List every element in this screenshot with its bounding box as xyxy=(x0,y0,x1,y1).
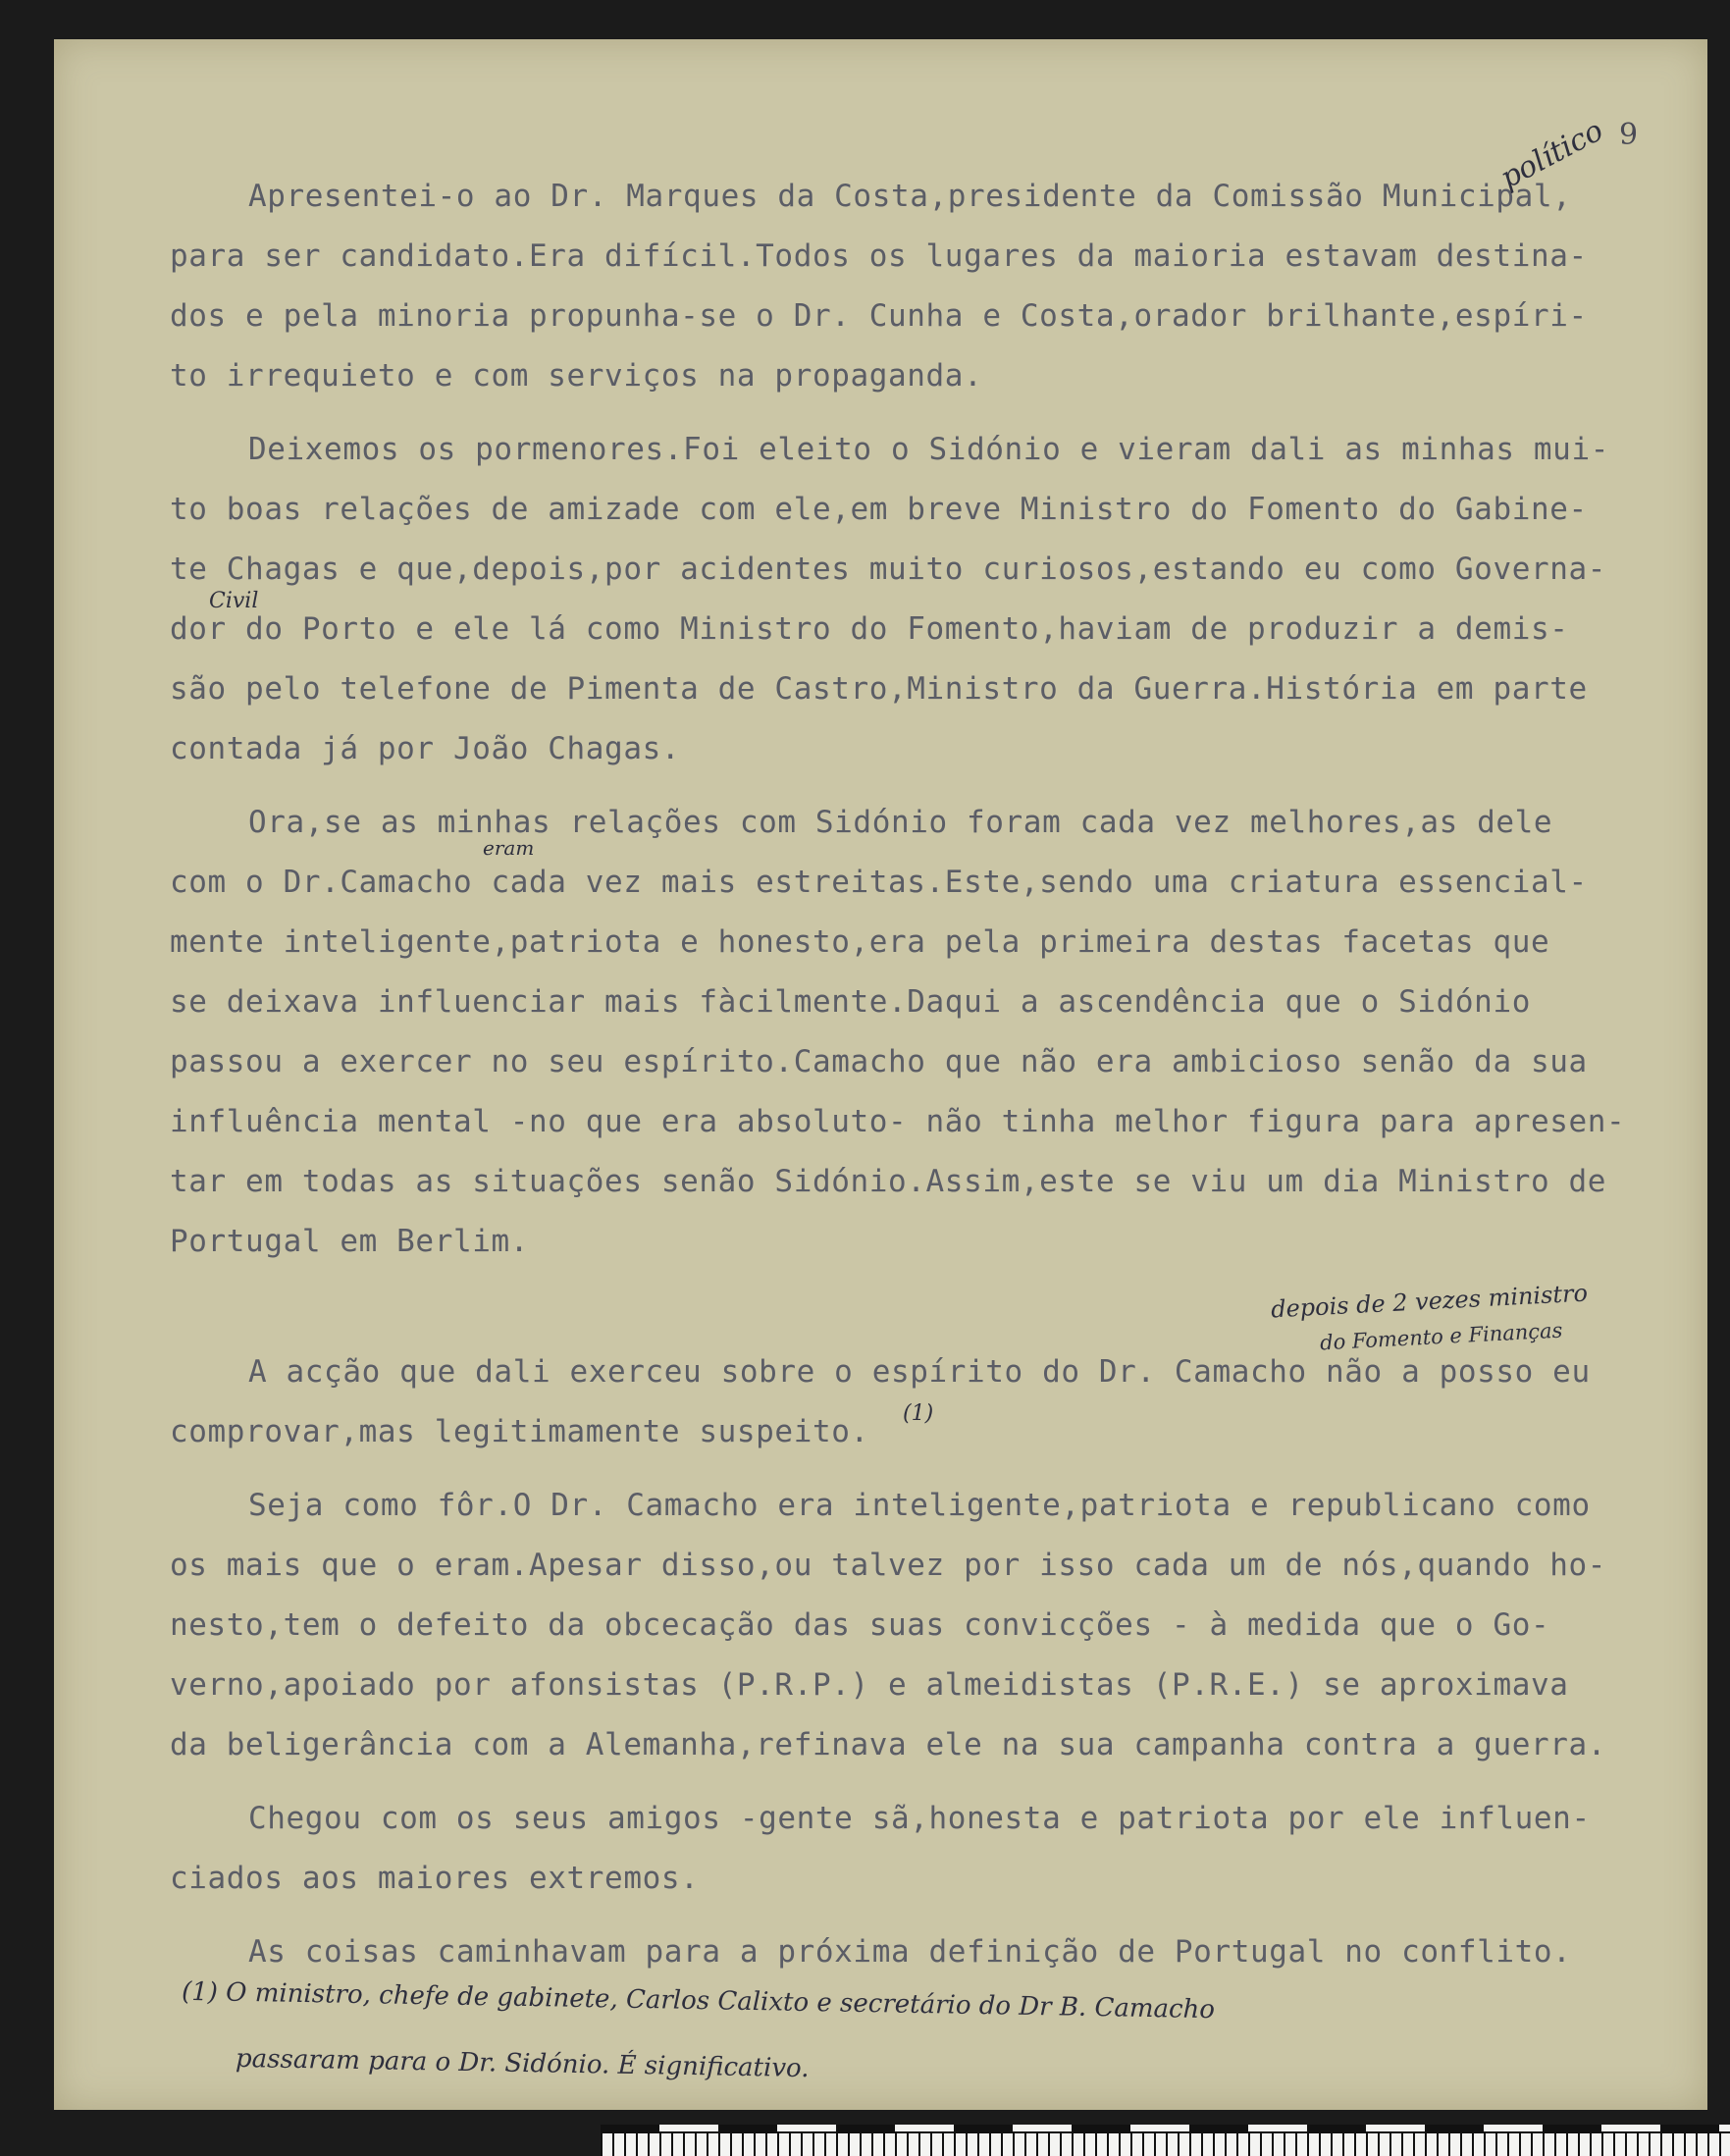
page-number: 9 xyxy=(1619,118,1639,152)
text-line: os mais que o eram.Apesar disso,ou talvez por isso cada um de nós,quando ho- xyxy=(170,1548,1607,1583)
text-line: com o Dr.Camacho cada vez mais estreitas.Este,sendo uma criatura essencial- xyxy=(170,865,1588,900)
handwritten-margin-note: político xyxy=(1494,113,1609,196)
typewritten-page xyxy=(54,39,1707,2110)
text-line: nesto,tem o defeito da obcecação das suas convicções - à medida que o Go- xyxy=(170,1607,1550,1643)
text-line: Chegou com os seus amigos -gente sã,honesta e patriota por ele influen- xyxy=(248,1801,1591,1836)
handwritten-insertion: Civil xyxy=(209,589,259,613)
text-line: mente inteligente,patriota e honesto,era pela primeira destas facetas que xyxy=(170,924,1550,960)
handwritten-footnote: (1) O ministro, chefe de gabinete, Carlos Calixto e secretário do Dr B. Camacho xyxy=(181,1976,1216,2025)
text-line: para ser candidato.Era difícil.Todos os lugares da maioria estavam destina- xyxy=(170,238,1588,274)
handwritten-side-note: depois de 2 vezes ministro xyxy=(1270,1279,1589,1324)
text-line: Ora,se as minhas relações com Sidónio foram cada vez melhores,as dele xyxy=(248,805,1553,840)
text-line: Seja como fôr.O Dr. Camacho era inteligente,patriota e republicano como xyxy=(248,1488,1591,1523)
text-line: verno,apoiado por afonsistas (P.R.P.) e almeidistas (P.R.E.) se aproximava xyxy=(170,1667,1569,1703)
handwritten-footnote: passaram para o Dr. Sidónio. É significativo. xyxy=(235,2043,810,2084)
text-line: influência mental -no que era absoluto- não tinha melhor figura para apresen- xyxy=(170,1104,1626,1139)
text-line: As coisas caminhavam para a próxima definição de Portugal no conflito. xyxy=(248,1934,1572,1970)
text-line: A acção que dali exerceu sobre o espírito do Dr. Camacho não a posso eu xyxy=(248,1354,1591,1390)
text-line: Apresentei-o ao Dr. Marques da Costa,presidente da Comissão Municipal, xyxy=(248,179,1572,214)
text-line: te Chagas e que,depois,por acidentes muito curiosos,estando eu como Governa- xyxy=(170,552,1607,587)
text-line: Deixemos os pormenores.Foi eleito o Sidónio e vieram dali as minhas mui- xyxy=(248,432,1609,467)
text-line: são pelo telefone de Pimenta de Castro,Ministro da Guerra.História em parte xyxy=(170,671,1588,707)
text-line: da beligerância com a Alemanha,refinava ele na sua campanha contra a guerra. xyxy=(170,1727,1607,1762)
handwritten-insertion: eram xyxy=(483,836,535,860)
text-line: to boas relações de amizade com ele,em breve Ministro do Fomento do Gabine- xyxy=(170,492,1588,527)
text-line: Portugal em Berlim. xyxy=(170,1224,530,1259)
text-line: ciados aos maiores extremos. xyxy=(170,1861,700,1896)
text-line: dos e pela minoria propunha-se o Dr. Cunha e Costa,orador brilhante,espíri- xyxy=(170,298,1588,334)
text-line: comprovar,mas legitimamente suspeito. xyxy=(170,1414,869,1449)
text-line: se deixava influenciar mais fàcilmente.Daqui a ascendência que o Sidónio xyxy=(170,984,1531,1020)
handwritten-side-note: do Fomento e Finanças xyxy=(1319,1318,1563,1355)
text-line: to irrequieto e com serviços na propaganda. xyxy=(170,358,983,394)
text-line: dor do Porto e ele lá como Ministro do Fomento,haviam de produzir a demis- xyxy=(170,611,1569,647)
text-line: tar em todas as situações senão Sidónio.Assim,este se viu um dia Ministro de xyxy=(170,1164,1607,1199)
text-line: passou a exercer no seu espírito.Camacho que não era ambicioso senão da sua xyxy=(170,1044,1588,1079)
footnote-marker: (1) xyxy=(903,1401,934,1426)
scale-ruler xyxy=(601,2131,1730,2156)
text-line: contada já por João Chagas. xyxy=(170,731,681,766)
